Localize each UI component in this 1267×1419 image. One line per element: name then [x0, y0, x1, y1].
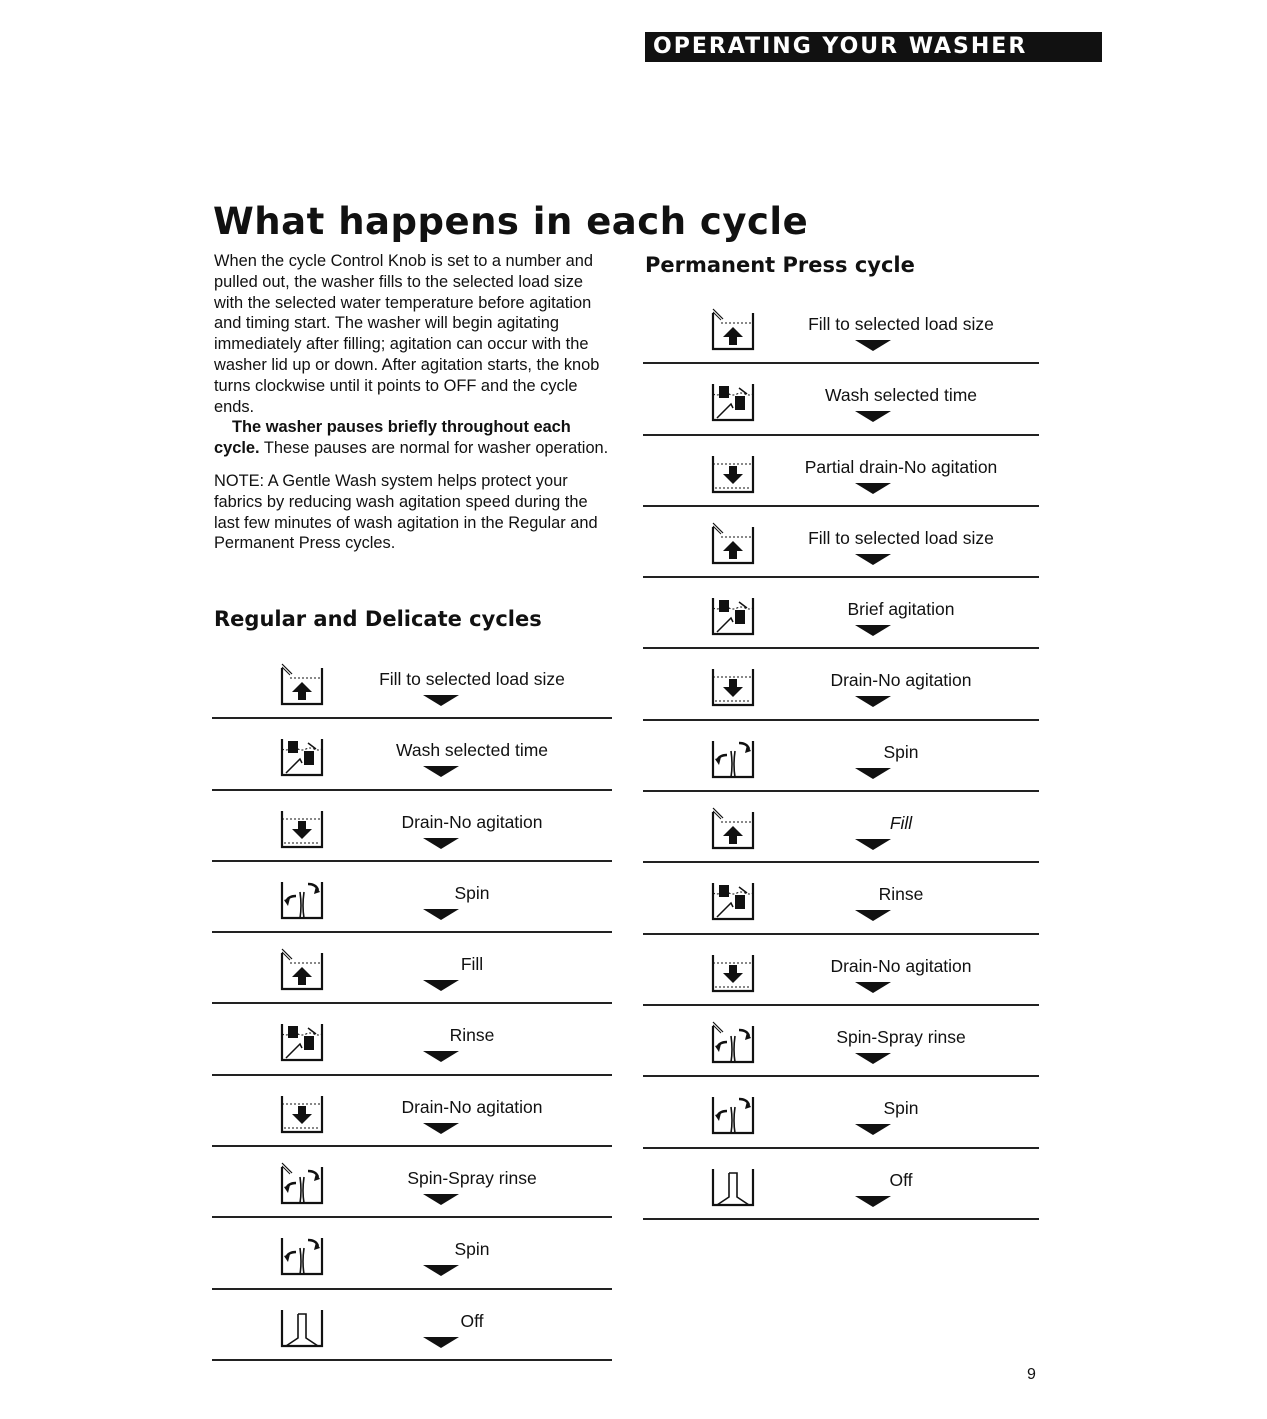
- fill-icon: [703, 521, 763, 567]
- down-arrow-icon: [423, 1265, 459, 1276]
- wash-icon: [703, 378, 763, 424]
- drain-icon: [703, 949, 763, 995]
- drain-icon: [703, 663, 763, 709]
- cycle-step-label: Wash selected time: [824, 385, 978, 406]
- cycle-step: [643, 649, 1039, 720]
- wash-icon: [272, 1018, 332, 1064]
- pause-paragraph: [214, 417, 614, 459]
- cycle-step: [643, 863, 1039, 934]
- down-arrow-icon: [423, 909, 459, 920]
- permanent-press-steps: [643, 293, 1039, 1220]
- down-arrow-icon: [423, 766, 459, 777]
- cycle-step-label: Fill: [460, 954, 484, 975]
- wash-icon: [703, 592, 763, 638]
- down-arrow-icon: [423, 1194, 459, 1205]
- cycle-step-label: Drain-No agitation: [401, 811, 543, 832]
- spin-spray-icon: [272, 1161, 332, 1207]
- down-arrow-icon: [423, 980, 459, 991]
- spin-icon: [272, 876, 332, 922]
- cycle-step: [212, 862, 612, 933]
- page-number: 9: [1027, 1366, 1036, 1383]
- cycle-step: [643, 935, 1039, 1006]
- cycle-step: [643, 578, 1039, 649]
- cycle-step: [212, 1147, 612, 1218]
- cycle-step: [212, 791, 612, 862]
- regular-cycle-heading: Regular and Delicate cycles: [214, 607, 542, 631]
- fill-icon: [703, 806, 763, 852]
- intro-text: [214, 251, 614, 554]
- cycle-step: [643, 1077, 1039, 1148]
- cycle-step: [643, 507, 1039, 578]
- cycle-step-label: Fill to selected load size: [808, 527, 994, 548]
- cycle-step-label: Spin: [883, 1098, 919, 1119]
- cycle-step-label: Off: [460, 1310, 484, 1331]
- cycle-step: [212, 1076, 612, 1147]
- cycle-step-label: Rinse: [449, 1025, 495, 1046]
- cycle-step-label: Spin: [454, 1239, 490, 1260]
- regular-cycle-steps: [212, 648, 612, 1361]
- intro-paragraph: When the cycle Control Knob is set to a number and pulled out, the washer fills to the selected load size with the selected water temperature before agitation and timing start. The washer will begin agitating immediately after filling; agitation can occur with the washer lid up or down. After agitation starts, the knob turns clockwise until it points to OFF and the cycle ends.: [214, 252, 600, 416]
- cycle-step: [643, 792, 1039, 863]
- spin-icon: [703, 1091, 763, 1137]
- cycle-step-label: Off: [889, 1169, 913, 1190]
- down-arrow-icon: [423, 1123, 459, 1134]
- cycle-step: [212, 648, 612, 719]
- fill-icon: [272, 947, 332, 993]
- down-arrow-icon: [855, 768, 891, 779]
- cycle-step-label: Fill to selected load size: [379, 669, 565, 689]
- down-arrow-icon: [855, 1053, 891, 1064]
- down-arrow-icon: [855, 1196, 891, 1207]
- drain-icon: [703, 450, 763, 496]
- down-arrow-icon: [855, 910, 891, 921]
- cycle-step-label: Drain-No agitation: [830, 955, 972, 976]
- cycle-step: [212, 1004, 612, 1075]
- permanent-press-heading: Permanent Press cycle: [645, 253, 915, 277]
- cycle-step-label: Spin-Spray rinse: [836, 1026, 966, 1047]
- down-arrow-icon: [855, 1124, 891, 1135]
- cycle-step-label: Spin: [454, 882, 490, 903]
- note-paragraph: NOTE: A Gentle Wash system helps protect your fabrics by reducing wash agitation speed during the last few minutes of wash agitation in the Regular and Permanent Press cycles.: [214, 471, 598, 553]
- cycle-step: [643, 436, 1039, 507]
- fill-icon: [272, 662, 332, 708]
- wash-icon: [703, 877, 763, 923]
- fill-icon: [703, 307, 763, 353]
- down-arrow-icon: [855, 340, 891, 351]
- down-arrow-icon: [423, 695, 459, 706]
- section-header-bar: [645, 32, 1102, 62]
- spin-icon: [703, 735, 763, 781]
- cycle-step: [643, 1006, 1039, 1077]
- off-icon: [703, 1163, 763, 1209]
- wash-icon: [272, 733, 332, 779]
- page-title: What happens in each cycle: [213, 200, 809, 243]
- spin-icon: [272, 1232, 332, 1278]
- cycle-step-label: Drain-No agitation: [830, 670, 972, 691]
- cycle-step: [212, 933, 612, 1004]
- cycle-step: [643, 721, 1039, 792]
- down-arrow-icon: [423, 838, 459, 849]
- section-title: OPERATING YOUR WASHER: [653, 34, 1028, 59]
- cycle-step-label: Drain-No agitation: [401, 1096, 543, 1117]
- cycle-step: [212, 1290, 612, 1361]
- cycle-step-label: Fill to selected load size: [808, 314, 994, 334]
- pause-text: These pauses are normal for washer operation.: [259, 439, 609, 458]
- down-arrow-icon: [423, 1051, 459, 1062]
- cycle-step: [643, 1149, 1039, 1220]
- cycle-step-label: Rinse: [878, 884, 924, 905]
- cycle-step-label: Spin: [883, 741, 919, 762]
- cycle-step: [643, 293, 1039, 364]
- cycle-step-label: Wash selected time: [395, 740, 549, 761]
- spin-spray-icon: [703, 1020, 763, 1066]
- pause-bold-text: The washer pauses briefly throughout each cycle.: [214, 418, 571, 458]
- down-arrow-icon: [855, 554, 891, 565]
- cycle-step: [643, 364, 1039, 435]
- down-arrow-icon: [855, 982, 891, 993]
- off-icon: [272, 1304, 332, 1350]
- down-arrow-icon: [423, 1337, 459, 1348]
- cycle-step: [212, 719, 612, 790]
- drain-icon: [272, 1090, 332, 1136]
- down-arrow-icon: [855, 483, 891, 494]
- down-arrow-icon: [855, 411, 891, 422]
- cycle-step-label: Brief agitation: [847, 599, 955, 620]
- down-arrow-icon: [855, 696, 891, 707]
- cycle-step-label: Fill: [889, 813, 913, 834]
- down-arrow-icon: [855, 625, 891, 636]
- cycle-step-label: Partial drain-No agitation: [804, 456, 998, 477]
- cycle-step: [212, 1218, 612, 1289]
- drain-icon: [272, 805, 332, 851]
- down-arrow-icon: [855, 839, 891, 850]
- cycle-step-label: Spin-Spray rinse: [407, 1168, 537, 1189]
